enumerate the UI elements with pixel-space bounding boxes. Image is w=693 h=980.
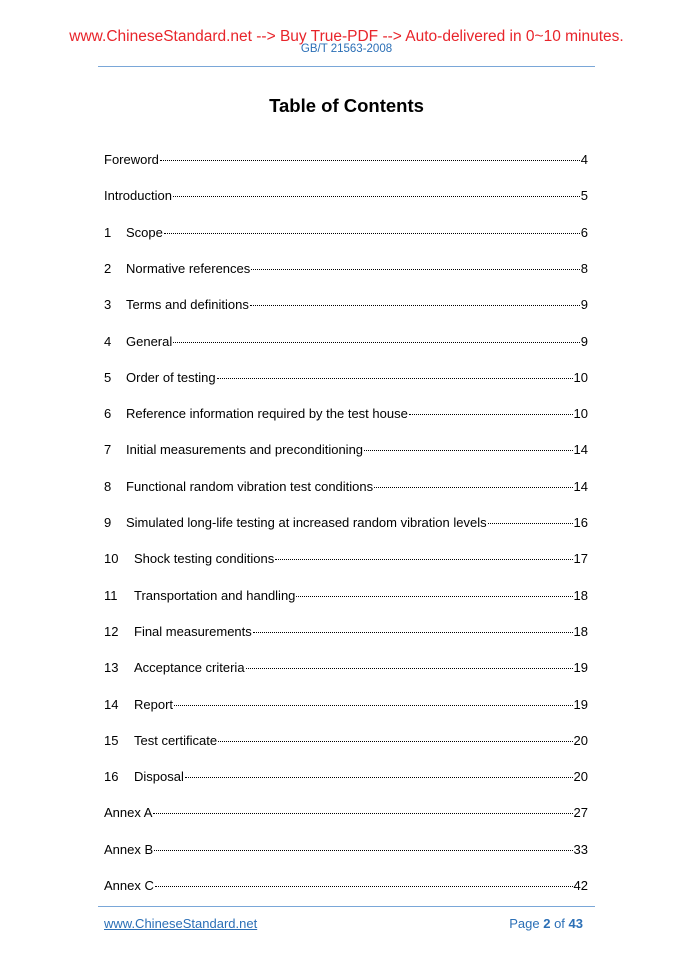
toc-entry-number: 3 bbox=[104, 297, 112, 313]
toc-entry[interactable] bbox=[104, 840, 588, 860]
toc-entry-title: Initial measurements and preconditioning bbox=[126, 442, 364, 458]
toc-entry-number: 13 bbox=[104, 660, 119, 676]
toc-entry[interactable] bbox=[104, 695, 588, 715]
toc-dot-leader bbox=[174, 705, 573, 706]
toc-entry[interactable] bbox=[104, 513, 588, 533]
toc-dot-leader bbox=[154, 850, 572, 851]
toc-entry-page: 10 bbox=[573, 406, 588, 422]
page-of-label: of bbox=[554, 916, 565, 931]
toc-entry-title: Annex A bbox=[104, 805, 153, 821]
toc-entry-number: 6 bbox=[104, 406, 112, 422]
toc-entry-page: 9 bbox=[580, 333, 588, 349]
toc-dot-leader bbox=[173, 196, 580, 197]
toc-entry[interactable] bbox=[104, 259, 588, 279]
toc-dot-leader bbox=[409, 414, 573, 415]
toc-entry-title: General bbox=[126, 333, 173, 349]
toc-entry[interactable] bbox=[104, 477, 588, 497]
toc-entry-number: 14 bbox=[104, 696, 119, 712]
toc-entry-number: 12 bbox=[104, 623, 119, 639]
toc-entry-number: 9 bbox=[104, 515, 112, 530]
toc-dot-leader bbox=[217, 378, 573, 379]
toc-entry-page: 27 bbox=[573, 805, 588, 821]
toc-entry-number: 16 bbox=[104, 769, 119, 785]
toc-entry-number: 10 bbox=[104, 551, 119, 567]
page-title: Table of Contents bbox=[269, 95, 424, 116]
toc-entry[interactable] bbox=[104, 368, 588, 388]
toc-dot-leader bbox=[185, 777, 573, 778]
toc-entry-title: Test certificate bbox=[134, 732, 218, 748]
toc-entry-title: Functional random vibration test conditions bbox=[126, 478, 374, 494]
standard-number: GB/T 21563-2008 bbox=[300, 43, 393, 55]
toc-entry-title: Transportation and handling bbox=[134, 587, 296, 603]
page-indicator bbox=[509, 916, 583, 932]
toc-entry-page: 9 bbox=[580, 297, 588, 313]
toc-dot-leader bbox=[253, 632, 573, 633]
toc-entry-page: 10 bbox=[573, 369, 588, 385]
toc-dot-leader bbox=[218, 741, 572, 742]
header-rule bbox=[98, 66, 595, 67]
toc-entry-page: 33 bbox=[573, 841, 588, 857]
toc-entry-page: 18 bbox=[573, 623, 588, 639]
toc-dot-leader bbox=[246, 668, 573, 669]
toc-entry-title: Acceptance criteria bbox=[134, 660, 245, 676]
toc-entry-title: Foreword bbox=[104, 152, 159, 167]
toc-entry-number: 4 bbox=[104, 333, 112, 349]
toc-entry-page: 19 bbox=[573, 696, 588, 712]
toc-entry[interactable] bbox=[104, 295, 588, 315]
toc-entry-title: Simulated long-life testing at increased random vibration levels bbox=[126, 515, 487, 530]
toc-entry[interactable] bbox=[104, 658, 588, 678]
toc-dot-leader bbox=[296, 596, 572, 597]
toc-entry-number: 1 bbox=[104, 224, 112, 240]
toc-entry-title: Annex B bbox=[104, 841, 154, 857]
toc-entry-title: Order of testing bbox=[126, 369, 216, 385]
toc-entry-page: 20 bbox=[573, 732, 588, 748]
toc-entry-title: Introduction bbox=[104, 188, 172, 204]
toc-entry-number: 5 bbox=[104, 369, 112, 385]
toc-entry[interactable] bbox=[104, 223, 588, 243]
toc-dot-leader bbox=[364, 450, 573, 451]
toc-entry-title: Shock testing conditions bbox=[134, 551, 275, 567]
toc-entry-page: 19 bbox=[573, 660, 588, 676]
toc-entry-page: 6 bbox=[580, 224, 588, 240]
page-total: 43 bbox=[568, 916, 583, 931]
page-current: 2 bbox=[543, 916, 551, 931]
toc-entry[interactable] bbox=[104, 731, 588, 751]
toc-dot-leader bbox=[153, 813, 572, 814]
toc-entry-title: Reference information required by the test house bbox=[126, 406, 408, 422]
toc-entry[interactable] bbox=[104, 440, 588, 460]
toc-entry[interactable] bbox=[104, 586, 588, 606]
toc-entry-page: 4 bbox=[580, 152, 588, 167]
toc-entry[interactable] bbox=[104, 404, 588, 424]
toc-entry-page: 17 bbox=[573, 551, 588, 567]
toc-entry[interactable] bbox=[104, 622, 588, 642]
toc-entry-title: Annex C bbox=[104, 878, 154, 893]
toc-entry-page: 16 bbox=[573, 515, 588, 530]
toc-entry-title: Final measurements bbox=[134, 623, 252, 639]
page-label: Page bbox=[509, 916, 540, 931]
toc-entry-number: 2 bbox=[104, 260, 112, 276]
toc-dot-leader bbox=[488, 523, 573, 524]
footer-website-link[interactable]: www.ChineseStandard.net bbox=[104, 916, 258, 931]
toc-dot-leader bbox=[164, 233, 580, 234]
toc-entry[interactable] bbox=[104, 150, 588, 170]
toc-dot-leader bbox=[374, 487, 572, 488]
toc-entry-title: Report bbox=[134, 696, 174, 712]
toc-entry-title: Normative references bbox=[126, 260, 251, 276]
toc-entry[interactable] bbox=[104, 549, 588, 569]
toc-entry-number: 8 bbox=[104, 478, 112, 494]
toc-dot-leader bbox=[160, 160, 580, 161]
toc-dot-leader bbox=[155, 886, 573, 887]
toc-dot-leader bbox=[173, 342, 580, 343]
toc-entry-page: 18 bbox=[573, 587, 588, 603]
toc-entry-title: Disposal bbox=[134, 769, 184, 785]
footer-rule bbox=[98, 906, 595, 907]
promo-banner[interactable]: www.ChineseStandard.net --> Buy True-PDF --> Auto-delivered in 0~10 minutes. bbox=[69, 28, 624, 45]
toc-entry-page: 8 bbox=[580, 260, 588, 276]
toc-entry[interactable] bbox=[104, 767, 588, 787]
toc-entry-number: 15 bbox=[104, 732, 119, 748]
toc-entry-title: Terms and definitions bbox=[126, 297, 249, 313]
toc-entry[interactable] bbox=[104, 332, 588, 352]
toc-entry-page: 14 bbox=[573, 478, 588, 494]
toc-entry[interactable] bbox=[104, 876, 588, 896]
toc-entry[interactable] bbox=[104, 186, 588, 206]
toc-dot-leader bbox=[275, 559, 572, 560]
toc-entry-page: 42 bbox=[573, 878, 588, 893]
toc-entry-number: 7 bbox=[104, 442, 112, 458]
toc-dot-leader bbox=[250, 305, 580, 306]
toc-entry-number: 11 bbox=[104, 587, 118, 603]
toc-entry-page: 20 bbox=[573, 769, 588, 785]
toc-entry-title: Scope bbox=[126, 224, 163, 240]
toc-entry[interactable] bbox=[104, 803, 588, 823]
toc-entry-page: 14 bbox=[573, 442, 588, 458]
toc-entry-page: 5 bbox=[580, 188, 588, 204]
toc-dot-leader bbox=[251, 269, 579, 270]
